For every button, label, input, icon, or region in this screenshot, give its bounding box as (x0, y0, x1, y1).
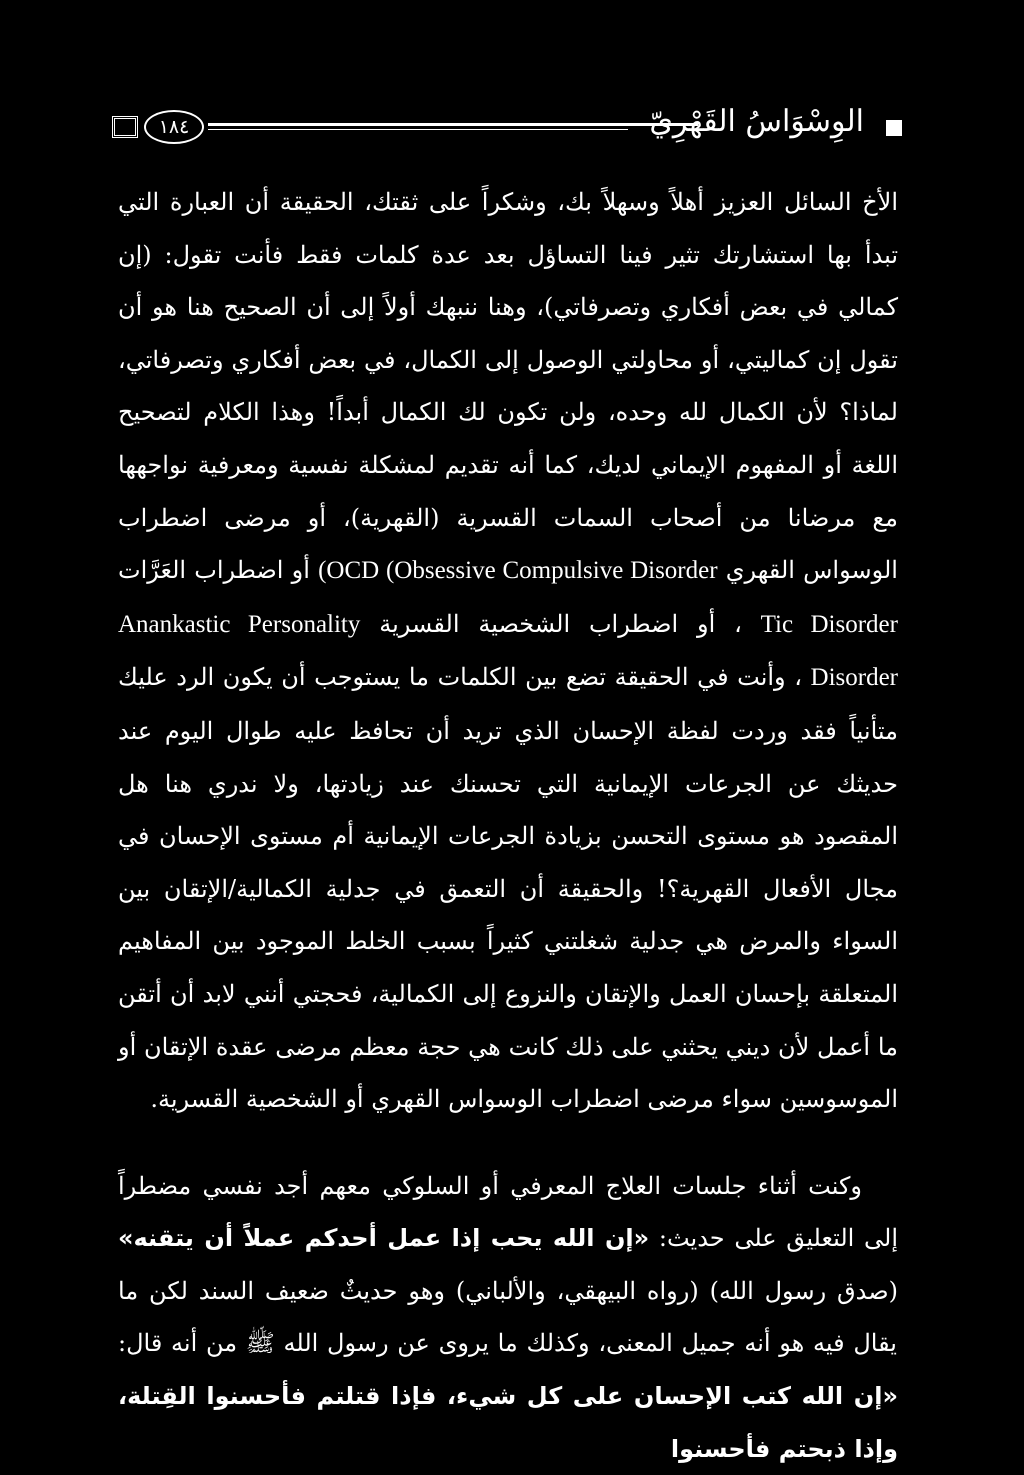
chapter-title: الوِسْوَاسُ القَهْرِيّ (649, 104, 864, 139)
page-header (112, 96, 902, 156)
paragraph-1 (118, 176, 898, 1126)
paragraph-2-part-b: (صدق رسول الله) (رواه البيهقي، والألباني) وهو حديثٌ ضعيف السند لكن ما يقال فيه هو أنه جميل المعنى، وكذلك ما يروى عن رسول الله ﷺ من أنه قال: (118, 1276, 898, 1358)
header-rule (208, 123, 698, 126)
anankastic-english-term: Anankastic Personality Disorder (118, 610, 898, 692)
ornament-icon (112, 116, 138, 138)
paragraph-2 (118, 1160, 898, 1475)
paragraph-1-part-a: الأخ السائل العزيز أهلاً وسهلاً بك، وشكراً على ثقتك، الحقيقة أن العبارة التي تبدأ بها استشارتك تثير فينا التساؤل بعد عدة كلمات فقط فأنت تقول: (إن كمالي في بعض أفكاري وتصرفاتي)، وهنا ننبهك أولاً إلى أن الصحيح هنا هو أن تقول إن كماليتي، أو محاولتي الوصول إلى الكمال، في بعض أفكاري وتصرفاتي، لماذا؟ لأن الكمال لله وحده، ولن تكون لك الكمال أبداً! وهذا الكلام لتصحيح اللغة أو المفهوم الإيماني لديك، كما أنه تقديم لمشكلة نفسية ومعرفية نواجهها مع مرضانا من أصحاب السمات القسرية (القهرية)، أو مرضى اضطراب الوسواس القهري (118, 188, 899, 585)
paragraph-1-part-b: أو اضطراب العَرَّات (118, 556, 310, 585)
hadith-quote-2: «إن الله كتب الإحسان على كل شيء، فإذا قتلتم فأحسنوا القِتلة، وإذا ذبحتم فأحسنوا (118, 1382, 898, 1463)
page-number-ornament (112, 110, 210, 144)
ocd-english-term: (OCD (Obsessive Compulsive Disorder (318, 557, 718, 585)
paragraph-2-part-a: وكنت أثناء جلسات العلاج المعرفي أو السلوكي معهم أجد نفسي مضطراً إلى التعليق على حديث: (118, 1171, 898, 1253)
body-text (118, 176, 898, 1475)
paragraph-1-part-c: ، أو اضطراب الشخصية القسرية (379, 609, 742, 638)
square-bullet-icon (886, 120, 902, 136)
paragraph-1-part-d: ، وأنت في الحقيقة تضع بين الكلمات ما يستوجب أن يكون الرد عليك متأنياً فقد وردت لفظة الإحسان الذي تريد أن تحافظ عليه طوال اليوم عند حديثك عن الجرعات الإيمانية التي تحسنك عند زيادتها، ولا ندري هنا هل المقصود هو مستوى التحسن بزيادة الجرعات الإيمانية أم مستوى الإحسان في مجال الأفعال القهرية؟! والحقيقة أن التعمق في جدلية الكمالية/الإتقان بين السواء والمرض هي جدلية شغلتني كثيراً بسبب الخلط الموجود بين المفاهيم المتعلقة بإحسان العمل والإتقان والنزوع إلى الكمالية، فحجتي أنني لابد أن أتقن ما أعمل لأن ديني يحثني على ذلك كانت هي حجة معظم مرضى عقدة الإتقان أو الموسوسين سواء مرضى اضطراب الوسواس القهري أو الشخصية القسرية. (118, 663, 898, 1114)
page-number: ١٨٤ (144, 110, 204, 144)
hadith-quote-1: «إن الله يحب إذا عمل أحدكم عملاً أن يتقنه» (118, 1224, 650, 1253)
tic-disorder-english-term: Tic Disorder (760, 610, 898, 638)
